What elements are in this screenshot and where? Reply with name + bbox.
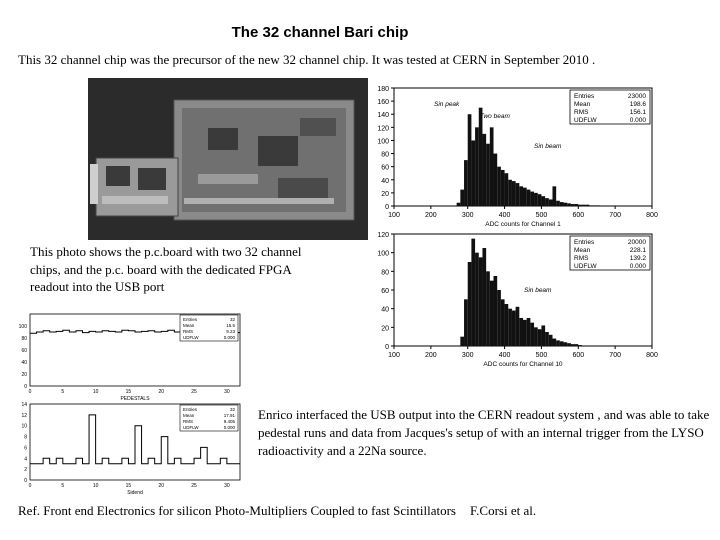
- histogram-bar: [534, 193, 538, 206]
- histogram-bar: [523, 188, 527, 206]
- x-tick-label: 30: [224, 483, 230, 489]
- histogram-bar: [541, 325, 545, 346]
- histogram-bar: [501, 299, 505, 346]
- stats-value: 32: [229, 317, 235, 322]
- stats-label: Entries: [183, 407, 198, 412]
- x-axis-label: ADC counts for Channel 10: [483, 361, 563, 368]
- histogram-bar: [575, 344, 579, 346]
- stats-label: UDFLW: [183, 425, 199, 430]
- histogram-bar: [512, 311, 516, 346]
- histogram-bar: [482, 134, 486, 206]
- x-tick-label: 800: [646, 352, 658, 359]
- x-tick-label: 100: [388, 352, 400, 359]
- histogram-bar: [564, 203, 568, 206]
- y-tick-label: 4: [24, 456, 27, 463]
- x-tick-label: 15: [125, 483, 132, 489]
- x-tick-label: 10: [92, 483, 99, 489]
- histogram-bar: [527, 190, 531, 206]
- stats-value: 23000: [627, 93, 646, 100]
- x-tick-label: 600: [572, 212, 585, 219]
- y-tick-label: 60: [21, 348, 27, 354]
- stats-label: UDFLW: [574, 263, 597, 270]
- stats-value: 156.1: [629, 109, 646, 116]
- histogram-bar: [494, 276, 498, 346]
- handwritten-annotation: Two beam: [480, 113, 510, 120]
- histogram-bar: [519, 318, 523, 346]
- histogram-channel-10: [362, 230, 662, 370]
- histogram-bar: [571, 204, 575, 206]
- y-tick-label: 60: [381, 288, 389, 295]
- stats-label: UDFLW: [183, 335, 199, 340]
- y-tick-label: 80: [381, 151, 389, 159]
- x-tick-label: 500: [535, 212, 548, 219]
- histogram-bar: [505, 304, 509, 346]
- stats-label: RMS: [183, 329, 193, 334]
- y-tick-label: 40: [381, 306, 389, 314]
- histogram-bar: [541, 196, 545, 206]
- histogram-bar: [578, 345, 582, 346]
- histogram-bar: [468, 114, 472, 206]
- stats-value: 20000: [627, 239, 646, 246]
- histogram-bar: [552, 186, 556, 206]
- stats-label: Mean: [183, 413, 195, 418]
- y-tick-label: 20: [381, 190, 389, 198]
- x-tick-label: 0: [28, 483, 32, 489]
- reference-line: [18, 503, 536, 519]
- page-title: The 32 channel Bari chip: [231, 24, 409, 41]
- stats-value: 139.2: [629, 255, 646, 262]
- handwritten-annotation: Sin beam: [524, 287, 552, 294]
- stats-label: RMS: [183, 419, 193, 424]
- y-tick-label: 40: [381, 177, 389, 185]
- histogram-bar: [578, 205, 582, 206]
- histogram-bar: [523, 320, 527, 346]
- histogram-bar: [556, 340, 560, 346]
- histogram-bar: [486, 271, 490, 346]
- x-tick-label: 25: [191, 483, 197, 489]
- histogram-bar: [575, 204, 579, 206]
- histogram-bar: [490, 281, 494, 346]
- histogram-bar: [505, 173, 509, 206]
- stats-label: Mean: [574, 247, 591, 254]
- pcb-photo: [88, 78, 368, 240]
- stats-label: RMS: [574, 255, 589, 262]
- histogram-bar: [479, 257, 483, 346]
- histogram-bar: [556, 201, 560, 206]
- histogram-bar: [564, 342, 568, 346]
- histogram-bar: [512, 181, 516, 206]
- y-tick-label: 2: [24, 467, 27, 474]
- y-tick-label: 6: [24, 445, 27, 452]
- stats-value: 32: [229, 407, 235, 412]
- histogram-bar: [508, 309, 512, 346]
- histogram-bar: [490, 127, 494, 206]
- stats-label: UDFLW: [574, 117, 597, 124]
- y-tick-label: 0: [385, 344, 389, 351]
- intro-text: This 32 channel chip was the precursor of the new 32 channel chip. It was tested at CERN in September 2010 .: [18, 52, 596, 67]
- y-tick-label: 8: [24, 434, 27, 441]
- histogram-bar: [527, 318, 531, 346]
- x-tick-label: 0: [28, 389, 32, 395]
- histogram-bar: [567, 203, 571, 206]
- x-axis-label: PEDESTALS: [120, 396, 150, 402]
- histogram-bar: [460, 337, 464, 346]
- handwritten-annotation: Sin beam: [534, 143, 562, 150]
- stats-value: 15.5: [226, 323, 235, 328]
- histogram-bar: [501, 170, 505, 206]
- reference-authors: F.Corsi et al.: [469, 503, 537, 518]
- y-tick-label: 140: [377, 112, 389, 120]
- y-tick-label: 0: [24, 384, 27, 390]
- x-tick-label: 10: [92, 389, 99, 395]
- histogram-bar: [479, 108, 483, 206]
- x-tick-label: 100: [388, 212, 400, 219]
- histogram-bar: [586, 205, 590, 206]
- histogram-bar: [475, 253, 479, 346]
- x-axis-label: Sidend: [127, 490, 143, 496]
- histogram-bar: [589, 205, 593, 206]
- stats-value: 228.1: [629, 247, 646, 254]
- handwritten-annotation: Sin peak: [434, 101, 460, 108]
- histogram-bar: [460, 190, 464, 206]
- histogram-bar: [538, 329, 542, 346]
- signal-plot: [14, 402, 244, 498]
- stats-label: Mean: [574, 101, 591, 108]
- histogram-bar: [597, 205, 601, 206]
- histogram-bar: [457, 203, 461, 206]
- histogram-bar: [471, 239, 475, 346]
- histogram-bar: [530, 323, 534, 346]
- stats-value: 9.23: [226, 329, 235, 334]
- photo-caption: This photo shows the p.c.board with two 32 channel chips, and the p.c. board with the dedicated FPGA readout into the USB port: [30, 244, 302, 295]
- y-tick-label: 120: [377, 232, 389, 239]
- stats-label: RMS: [574, 109, 589, 116]
- stats-label: Mean: [183, 323, 195, 328]
- histogram-bar: [549, 199, 553, 206]
- x-tick-label: 200: [425, 352, 437, 359]
- histogram-bar: [486, 144, 490, 206]
- x-tick-label: 25: [191, 389, 197, 395]
- y-tick-label: 80: [21, 336, 27, 342]
- stats-value: 9.405: [223, 419, 235, 424]
- x-tick-label: 400: [498, 352, 511, 359]
- x-tick-label: 30: [224, 389, 230, 395]
- stats-value: 0.000: [223, 425, 235, 430]
- histogram-bar: [545, 332, 549, 346]
- histogram-bar: [593, 205, 597, 206]
- stats-label: Entries: [574, 93, 595, 100]
- y-tick-label: 80: [381, 269, 389, 277]
- pedestals-plot: [14, 312, 244, 404]
- histogram-bar: [464, 299, 468, 346]
- y-tick-label: 160: [377, 99, 389, 107]
- y-tick-label: 0: [385, 204, 389, 211]
- y-tick-label: 12: [21, 412, 27, 419]
- histogram-bar: [482, 248, 486, 346]
- usb-readout-text: Enrico interfaced the USB output into the CERN readout system , and was able to take pedestal runs and data from Jacques's setup of with an internal trigger from the LYSO radioactivity and a 22Na source.: [258, 407, 710, 459]
- y-tick-label: 40: [21, 360, 27, 366]
- histogram-bar: [545, 198, 549, 206]
- x-tick-label: 200: [425, 212, 437, 219]
- histogram-bar: [530, 192, 534, 206]
- stats-value: 198.6: [629, 101, 646, 108]
- y-tick-label: 20: [381, 325, 389, 333]
- x-tick-label: 300: [461, 352, 474, 359]
- stats-value: 0.000: [629, 263, 646, 270]
- y-tick-label: 60: [381, 164, 389, 172]
- x-tick-label: 400: [498, 212, 511, 219]
- reference-title: Ref. Front end Electronics for silicon Photo-Multipliers Coupled to fast Scintillators: [18, 503, 456, 518]
- histogram-bar: [582, 205, 586, 206]
- x-tick-label: 300: [461, 212, 474, 219]
- histogram-bar: [516, 307, 520, 346]
- x-tick-label: 600: [572, 352, 585, 359]
- y-tick-label: 20: [21, 372, 27, 378]
- stats-value: 0.000: [223, 335, 235, 340]
- x-tick-label: 700: [609, 352, 621, 359]
- histogram-bar: [560, 341, 564, 346]
- histogram-bar: [552, 339, 556, 346]
- y-tick-label: 100: [377, 138, 389, 146]
- histogram-bar: [508, 180, 512, 206]
- histogram-channel-1: [362, 84, 662, 230]
- histogram-bar: [494, 154, 498, 206]
- histogram-bar: [534, 327, 538, 346]
- x-axis-label: ADC counts for Channel 1: [485, 221, 561, 228]
- histogram-bar: [567, 343, 571, 346]
- histogram-bar: [497, 290, 501, 346]
- y-tick-label: 0: [24, 478, 27, 484]
- stats-value: 0.000: [629, 117, 646, 124]
- stats-label: Entries: [183, 317, 198, 322]
- x-tick-label: 15: [125, 389, 132, 395]
- histogram-bar: [516, 183, 520, 206]
- y-tick-label: 100: [18, 324, 27, 330]
- y-tick-label: 120: [377, 125, 389, 133]
- x-tick-label: 500: [535, 352, 548, 359]
- histogram-bar: [538, 194, 542, 206]
- x-tick-label: 700: [609, 212, 621, 219]
- y-tick-label: 10: [21, 423, 27, 430]
- stats-label: Entries: [574, 239, 595, 246]
- x-tick-label: 20: [158, 389, 165, 395]
- stats-value: 17.91: [223, 413, 235, 418]
- x-tick-label: 800: [646, 212, 658, 219]
- histogram-bar: [519, 186, 523, 206]
- histogram-bar: [560, 202, 564, 206]
- histogram-bar: [549, 335, 553, 346]
- x-tick-label: 5: [61, 483, 65, 489]
- histogram-bar: [464, 160, 468, 206]
- x-tick-label: 5: [61, 389, 65, 395]
- histogram-bar: [468, 262, 472, 346]
- histogram-bar: [497, 167, 501, 206]
- histogram-bar: [471, 140, 475, 206]
- histogram-bar: [475, 127, 479, 206]
- y-tick-label: 180: [377, 86, 389, 93]
- x-tick-label: 20: [158, 483, 165, 489]
- histogram-bar: [571, 344, 575, 346]
- y-tick-label: 100: [377, 250, 389, 258]
- y-tick-label: 14: [21, 402, 27, 408]
